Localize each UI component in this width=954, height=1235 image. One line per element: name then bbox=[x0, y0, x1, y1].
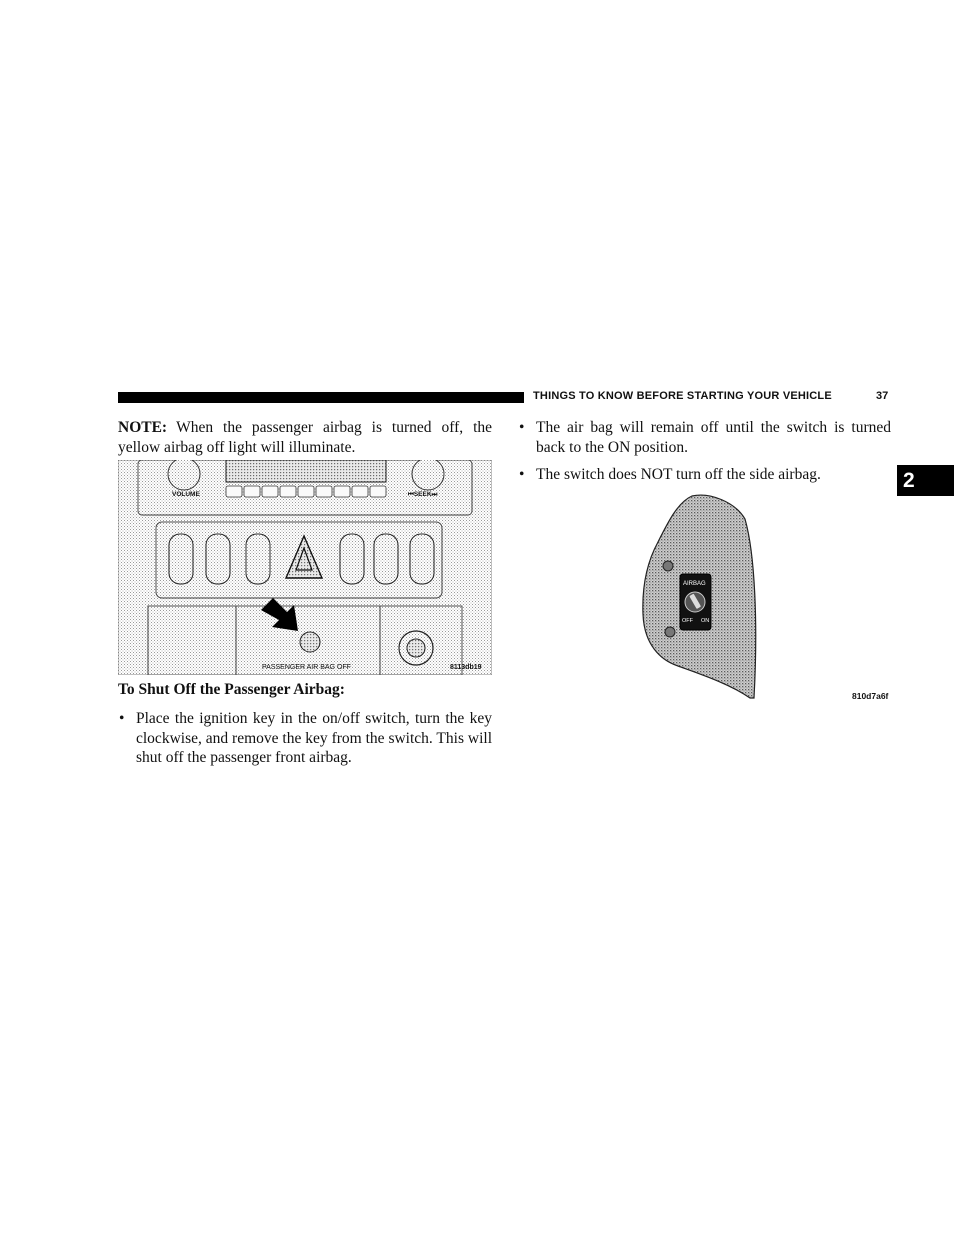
switch-off-label: OFF bbox=[682, 618, 693, 624]
list-item: • Place the ignition key in the on/off switch, turn the key clockwise, and remove the key from the switch. This will shut off the passenger front airbag. bbox=[119, 710, 492, 766]
switch-on-label: ON bbox=[701, 618, 710, 624]
bullet-icon: • bbox=[519, 419, 525, 436]
note-text: When the passenger airbag is turned off, the yellow airbag off light will illuminate. bbox=[118, 419, 492, 456]
list-item: • The air bag will remain off until the switch is turned back to the ON position. bbox=[519, 419, 891, 456]
passenger-airbag-off-label: PASSENGER AIR BAG OFF bbox=[262, 664, 351, 671]
bullet-icon: • bbox=[119, 710, 125, 727]
airbag-switch-illustration bbox=[640, 494, 760, 700]
header-rule bbox=[118, 392, 524, 403]
note-paragraph bbox=[118, 418, 492, 457]
note-label: NOTE: bbox=[118, 419, 168, 436]
list-item: • The switch does NOT turn off the side airbag. bbox=[519, 466, 821, 483]
volume-label: VOLUME bbox=[172, 491, 200, 498]
seek-label: ⏮SEEK⏭ bbox=[408, 491, 438, 498]
switch-airbag-label: AIRBAG bbox=[683, 581, 706, 587]
figure2-code: 810d7a6f bbox=[852, 691, 889, 701]
chapter-tab: 2 bbox=[897, 465, 954, 496]
bullet-icon: • bbox=[519, 466, 525, 483]
section-heading: To Shut Off the Passenger Airbag: bbox=[118, 681, 345, 698]
figure1-code: 8113db19 bbox=[450, 664, 482, 671]
preset-buttons bbox=[226, 486, 386, 497]
dashboard-illustration bbox=[118, 460, 492, 675]
page-number: 37 bbox=[876, 390, 889, 402]
running-header-title: THINGS TO KNOW BEFORE STARTING YOUR VEHICLE bbox=[533, 390, 832, 402]
